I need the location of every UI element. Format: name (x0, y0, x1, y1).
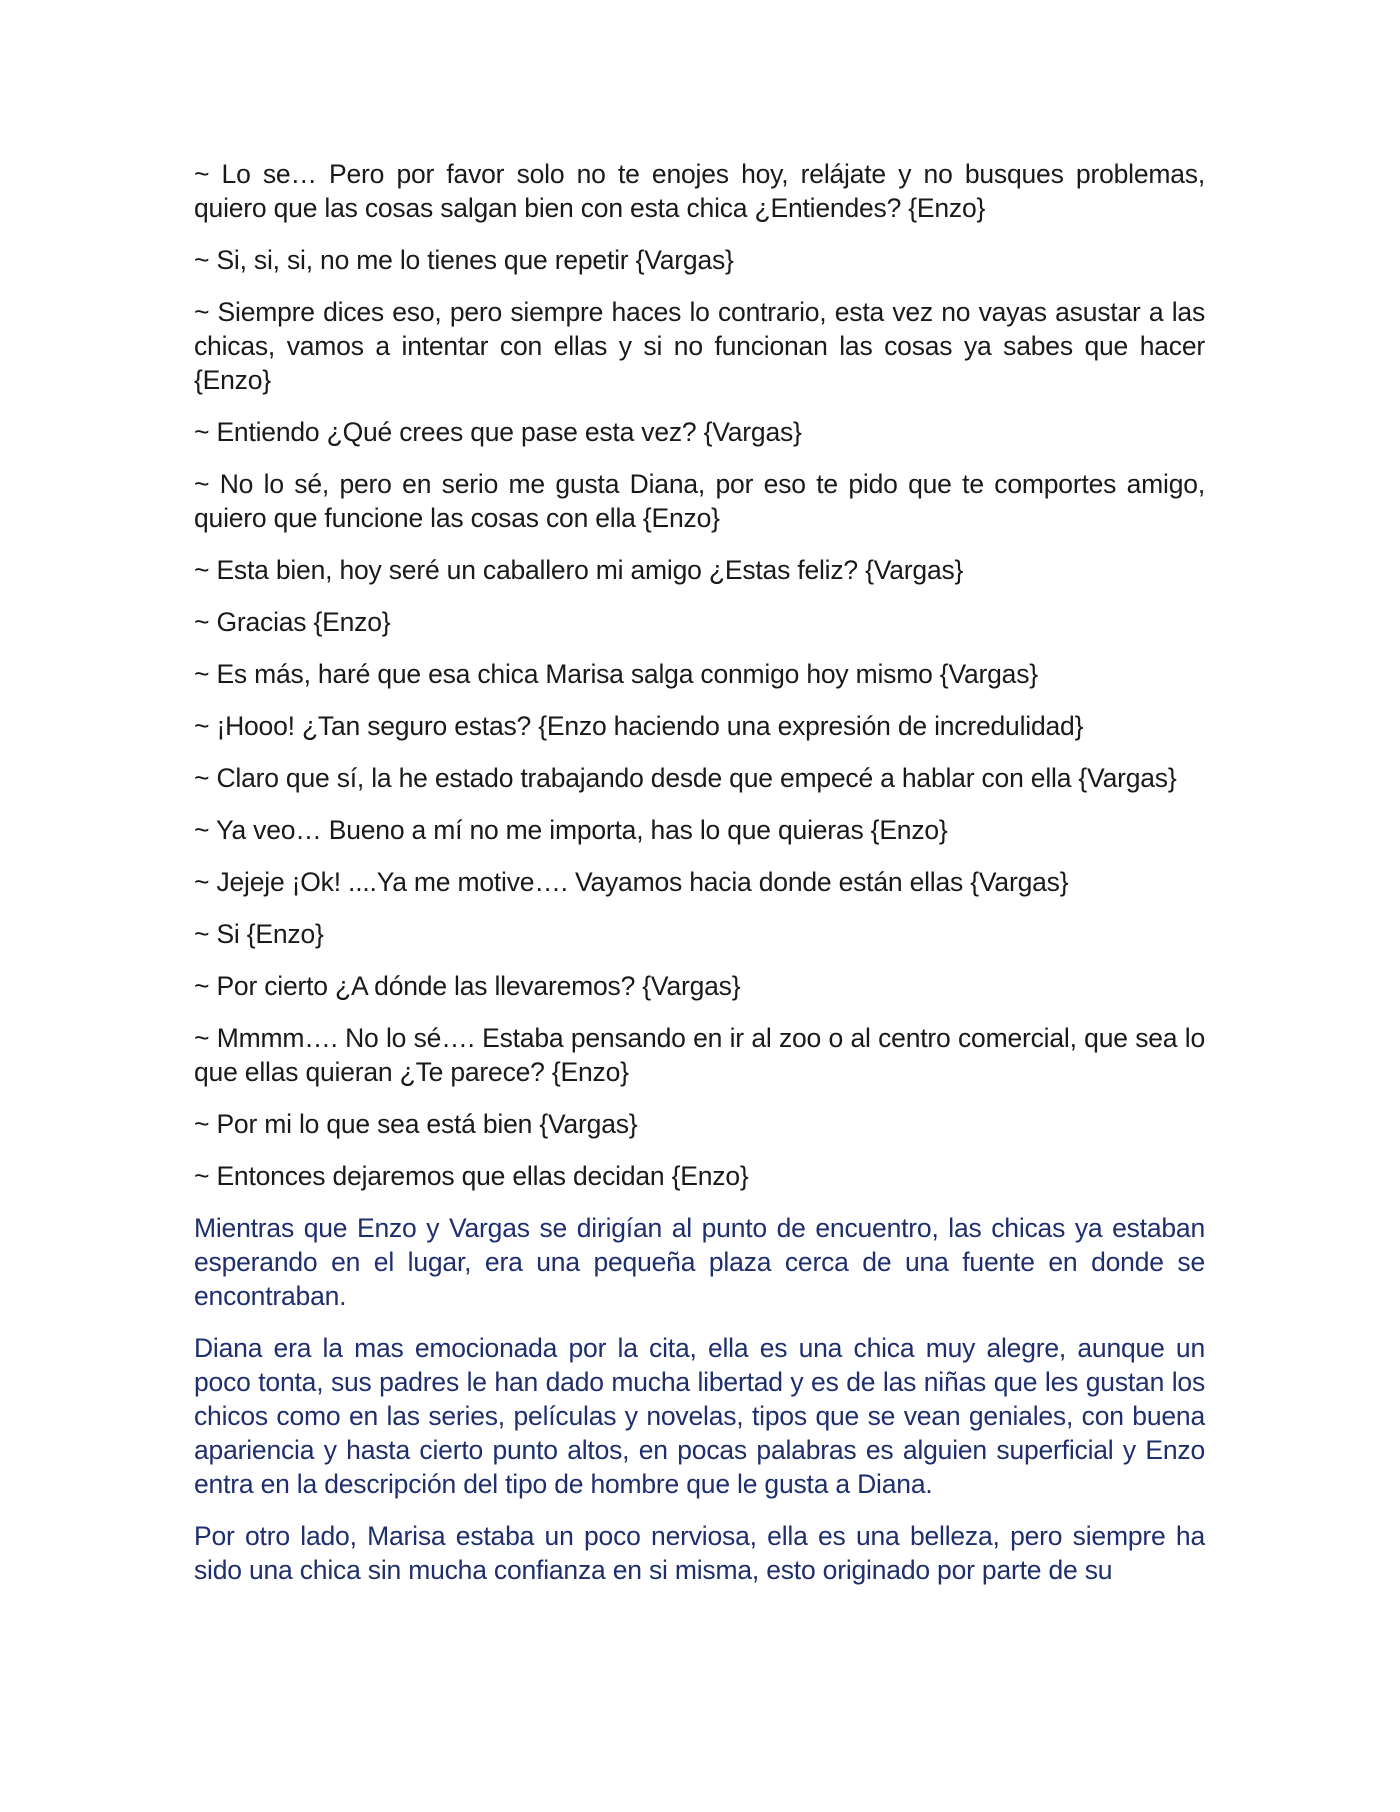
dialogue-line: ~ Por mi lo que sea está bien {Vargas} (194, 1109, 638, 1139)
dialogue-line: ~ Lo se… Pero por favor solo no te enojes hoy, relájate y no busques problemas, quiero que las cosas salgan bien con esta chica ¿Entiendes? {Enzo} (194, 159, 1205, 223)
dialogue-line: ~ Mmmm…. No lo sé…. Estaba pensando en ir al zoo o al centro comercial, que sea lo que ellas quieran ¿Te parece? {Enzo} (194, 1023, 1205, 1087)
dialogue-line: ~ Por cierto ¿A dónde las llevaremos? {Vargas} (194, 971, 741, 1001)
dialogue-line: ~ Entiendo ¿Qué crees que pase esta vez? {Vargas} (194, 417, 802, 447)
dialogue-line: ~ Si, si, si, no me lo tienes que repetir {Vargas} (194, 245, 734, 275)
dialogue-line: ~ Jejeje ¡Ok! ....Ya me motive…. Vayamos hacia donde están ellas {Vargas} (194, 867, 1069, 897)
dialogue-line: ~ Siempre dices eso, pero siempre haces lo contrario, esta vez no vayas asustar a las chicas, vamos a intentar con ellas y si no funcionan las cosas ya sabes que hacer {Enzo} (194, 297, 1205, 395)
dialogue-line: ~ Gracias {Enzo} (194, 607, 391, 637)
dialogue-line: ~ Si {Enzo} (194, 919, 324, 949)
dialogue-line: ~ Claro que sí, la he estado trabajando desde que empecé a hablar con ella {Vargas} (194, 763, 1177, 793)
dialogue-line: ~ Entonces dejaremos que ellas decidan {Enzo} (194, 1161, 749, 1191)
dialogue-line: ~ Es más, haré que esa chica Marisa salga conmigo hoy mismo {Vargas} (194, 659, 1038, 689)
document-page (194, 157, 1205, 1605)
narration-paragraph: Mientras que Enzo y Vargas se dirigían al punto de encuentro, las chicas ya estaban esperando en el lugar, era una pequeña plaza cerca de una fuente en donde se encontraban. (194, 1213, 1205, 1311)
dialogue-line: ~ Esta bien, hoy seré un caballero mi amigo ¿Estas feliz? {Vargas} (194, 555, 964, 585)
dialogue-line: ~ ¡Hooo! ¿Tan seguro estas? {Enzo haciendo una expresión de incredulidad} (194, 711, 1084, 741)
dialogue-line: ~ Ya veo… Bueno a mí no me importa, has lo que quieras {Enzo} (194, 815, 948, 845)
narration-paragraph: Diana era la mas emocionada por la cita, ella es una chica muy alegre, aunque un poco tonta, sus padres le han dado mucha libertad y es de las niñas que les gustan los chicos como en las series, películas y novelas, tipos que se vean geniales, con buena apariencia y hasta cierto punto altos, en pocas palabras es alguien superficial y Enzo entra en la descripción del tipo de hombre que le gusta a Diana. (194, 1333, 1205, 1499)
dialogue-line: ~ No lo sé, pero en serio me gusta Diana, por eso te pido que te comportes amigo, quiero que funcione las cosas con ella {Enzo} (194, 469, 1205, 533)
narration-paragraph: Por otro lado, Marisa estaba un poco nerviosa, ella es una belleza, pero siempre ha sido una chica sin mucha confianza en si misma, esto originado por parte de su (194, 1521, 1205, 1585)
